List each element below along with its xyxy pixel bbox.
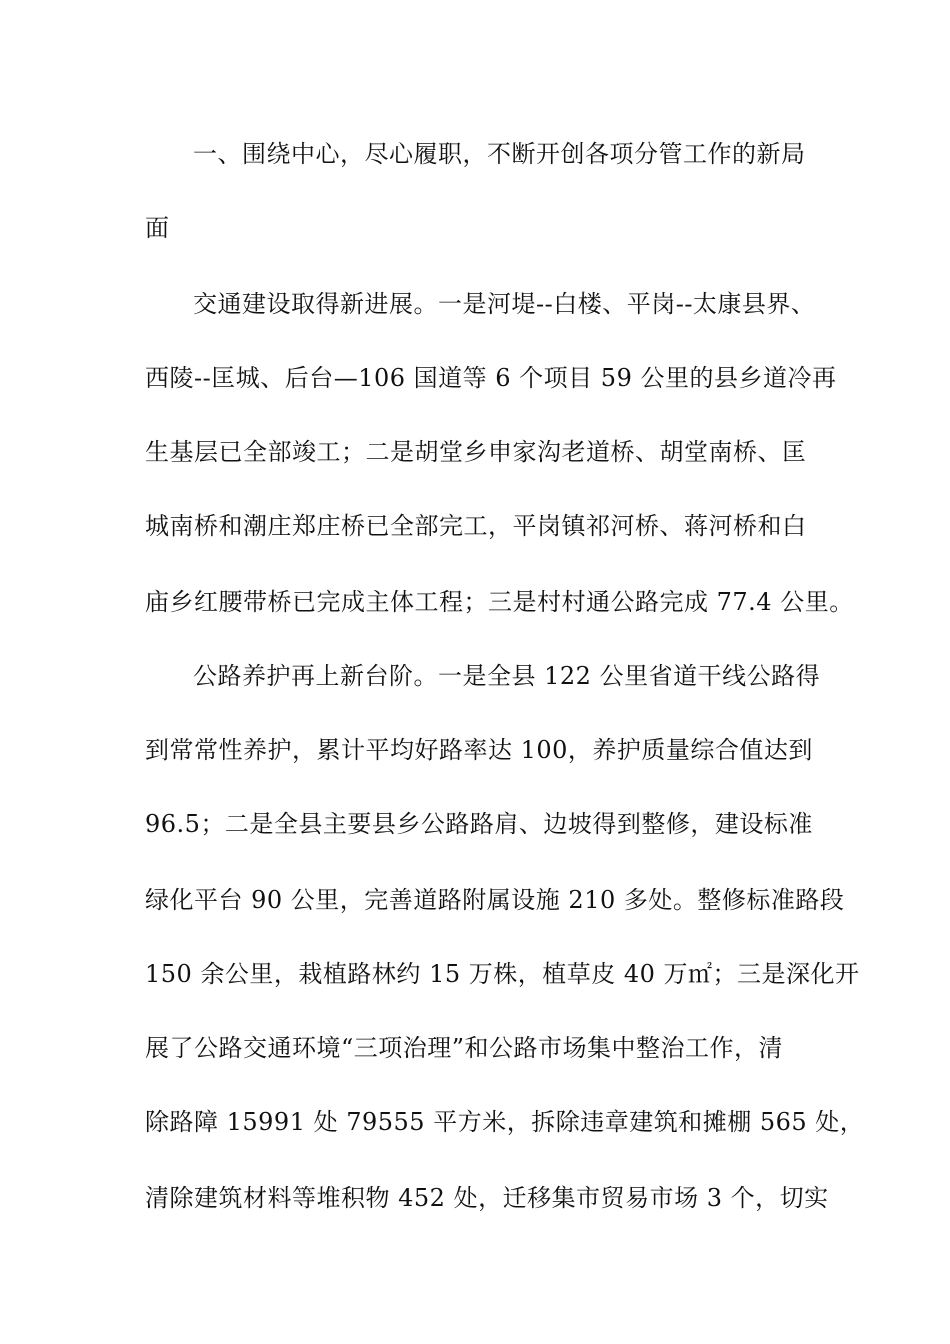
paragraph-2-line-5: 150 余公里，栽植路林约 15 万株，植草皮 40 万㎡；三是深化开	[145, 960, 860, 988]
paragraph-1-line-5: 庙乡红腰带桥已完成主体工程；三是村村通公路完成 77.4 公里。	[145, 588, 854, 616]
paragraph-2-line-7: 除路障 15991 处 79555 平方米，拆除违章建筑和摊棚 565 处，	[145, 1108, 865, 1136]
paragraph-2-line-3: 96.5；二是全县主要县乡公路路肩、边坡得到整修，建设标准	[145, 810, 813, 838]
paragraph-2-line-4: 绿化平台 90 公里，完善道路附属设施 210 多处。整修标准路段	[145, 886, 845, 914]
section-heading-line-1: 一、围绕中心，尽心履职，不断开创各项分管工作的新局	[193, 140, 806, 168]
paragraph-1-line-4: 城南桥和潮庄郑庄桥已全部完工，平岗镇祁河桥、蒋河桥和白	[145, 512, 807, 540]
paragraph-1-line-3: 生基层已全部竣工；二是胡堂乡申家沟老道桥、胡堂南桥、匡	[145, 438, 807, 466]
paragraph-2-line-8: 清除建筑材料等堆积物 452 处，迁移集市贸易市场 3 个，切实	[145, 1184, 829, 1212]
section-heading-line-2: 面	[145, 214, 170, 242]
paragraph-1-line-2: 西陵--匡城、后台—106 国道等 6 个项目 59 公里的县乡道冷再	[145, 364, 837, 392]
paragraph-2-line-2: 到常常性养护，累计平均好路率达 100，养护质量综合值达到	[145, 736, 813, 764]
paragraph-2-line-1: 公路养护再上新台阶。一是全县 122 公里省道干线公路得	[193, 662, 821, 690]
paragraph-2-line-6: 展了公路交通环境“三项治理”和公路市场集中整治工作，清	[145, 1034, 784, 1062]
paragraph-1-line-1: 交通建设取得新进展。一是河堤--白楼、平岗--太康县界、	[193, 290, 816, 318]
